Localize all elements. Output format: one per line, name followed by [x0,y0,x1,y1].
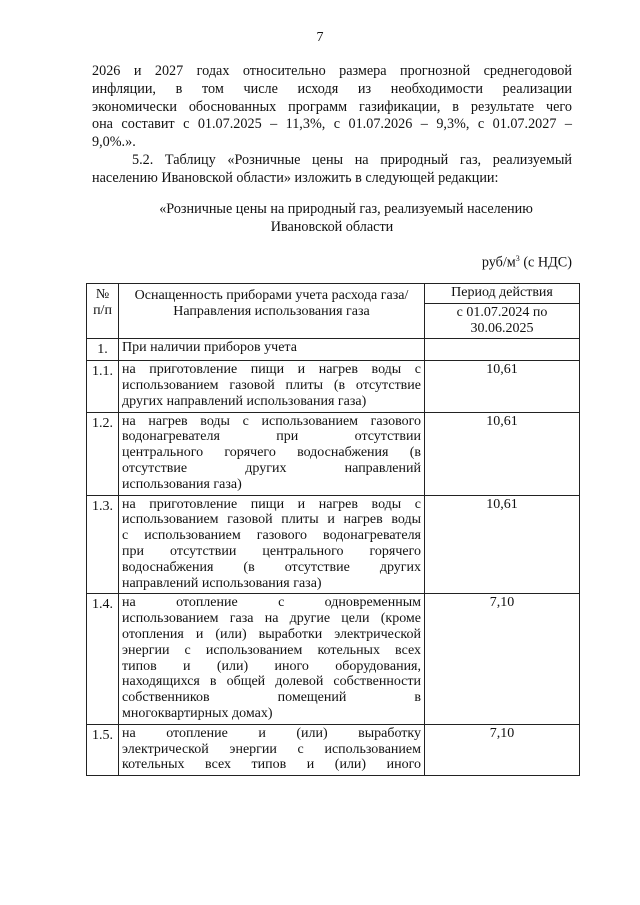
table-row [87,361,580,412]
row-desc-line: отопления и (или) выработки электрической [122,626,421,642]
item-5-2-line: 5.2. Таблицу «Розничные цены на природный газ, реализуемый [132,152,572,168]
row-desc-line: типов и (или) иного оборудования, [122,658,421,674]
row-desc-line: отсутствие других направлений [122,460,421,476]
table-row [87,724,580,775]
row-value: 10,61 [425,412,580,495]
row-desc-line: использованием газовой плиты (в отсутствие [122,377,421,393]
intro-paragraph [92,63,572,152]
row-desc-line: водонагревателя при отсутствии [122,429,421,445]
units-label [482,254,572,272]
header-period: Период действия [425,284,580,304]
units-suffix: (с НДС) [519,254,572,271]
table-row [87,594,580,724]
row-desc [119,594,425,724]
row-desc [119,495,425,594]
row-desc-line: на приготовление пищи и нагрев воды с [122,362,421,378]
header-period-range: с 01.07.2024 по 30.06.2025 [425,303,580,339]
units-prefix: руб/м [481,254,516,271]
row-desc-line: энергии с использованием котельных всех [122,642,421,658]
intro-line: экономически обоснованных программ газификации, в результате чего [92,98,572,115]
row-desc-line: водоснабжения (в отсутствие других [122,559,421,575]
row-value: 7,10 [425,594,580,724]
intro-line: 9,0%.». [92,134,136,151]
row-desc-line: котельных всех типов и (или) иного [122,757,421,773]
row-desc [119,361,425,412]
row-desc-line: собственников помещений в [122,690,421,706]
table-title-line1: «Розничные цены на природный газ, реализуемый населению [159,201,533,217]
table-title [92,201,572,237]
row-desc [119,724,425,775]
row-desc-line: на приготовление пищи и нагрев воды с [122,496,421,512]
table-title-line2: Ивановской области [270,218,394,235]
row-desc-line: использования газа) [122,476,242,492]
row-desc-line: других направлений использования газа) [122,393,367,409]
table-row [87,412,580,495]
units-superscript: 3 [515,254,520,263]
prices-table [86,283,580,776]
row-desc-line: на отопление и (или) выработку [122,725,421,741]
item-5-2-paragraph [92,152,572,188]
row-desc-line: на отопление с одновременным [122,595,421,611]
intro-line: она составит с 01.07.2025 – 11,3%, с 01.07.2026 – 9,3%, с 01.07.2027 – [92,116,572,133]
row-desc [119,412,425,495]
page-number: 7 [316,30,324,45]
header-num: № п/п [87,284,119,339]
row-desc-line: электрической энергии с использованием [122,741,421,757]
section-value [425,339,580,361]
item-5-2-line: населению Ивановской области» изложить в следующей редакции: [92,169,499,186]
row-value: 10,61 [425,361,580,412]
row-num: 1.5. [87,724,119,775]
row-desc-line: использованием газовой плиты и нагрев воды [122,512,421,528]
row-num: 1.3. [87,495,119,594]
row-desc-line: на нагрев воды с использованием газового [122,413,421,429]
table-row [87,495,580,594]
header-desc: Оснащенность приборами учета расхода газа/ Направления использования газа [119,284,425,339]
intro-line: 2026 и 2027 годах относительно размера прогнозной среднегодовой [92,63,572,79]
table-header-row [87,284,580,304]
row-desc-line: направлений использования газа) [122,575,322,591]
row-desc-line: находящихся в общей долевой собственности [122,674,421,690]
intro-line: инфляции, в том числе исходя из необходимости реализации [92,80,572,97]
section-num: 1. [87,339,119,361]
row-num: 1.4. [87,594,119,724]
row-desc-line: центрального горячего водоснабжения (в [122,445,421,461]
row-desc-line: при отсутствии центрального горячего [122,543,421,559]
row-desc-line: с использованием газового водонагревателя [122,528,421,544]
row-value: 7,10 [425,724,580,775]
row-desc-line: многоквартирных домах) [122,705,273,721]
row-num: 1.2. [87,412,119,495]
row-value: 10,61 [425,495,580,594]
table-section-row [87,339,580,361]
row-desc-line: использованием газа на другие цели (кроме [122,611,421,627]
section-label: При наличии приборов учета [119,339,425,361]
row-num: 1.1. [87,361,119,412]
